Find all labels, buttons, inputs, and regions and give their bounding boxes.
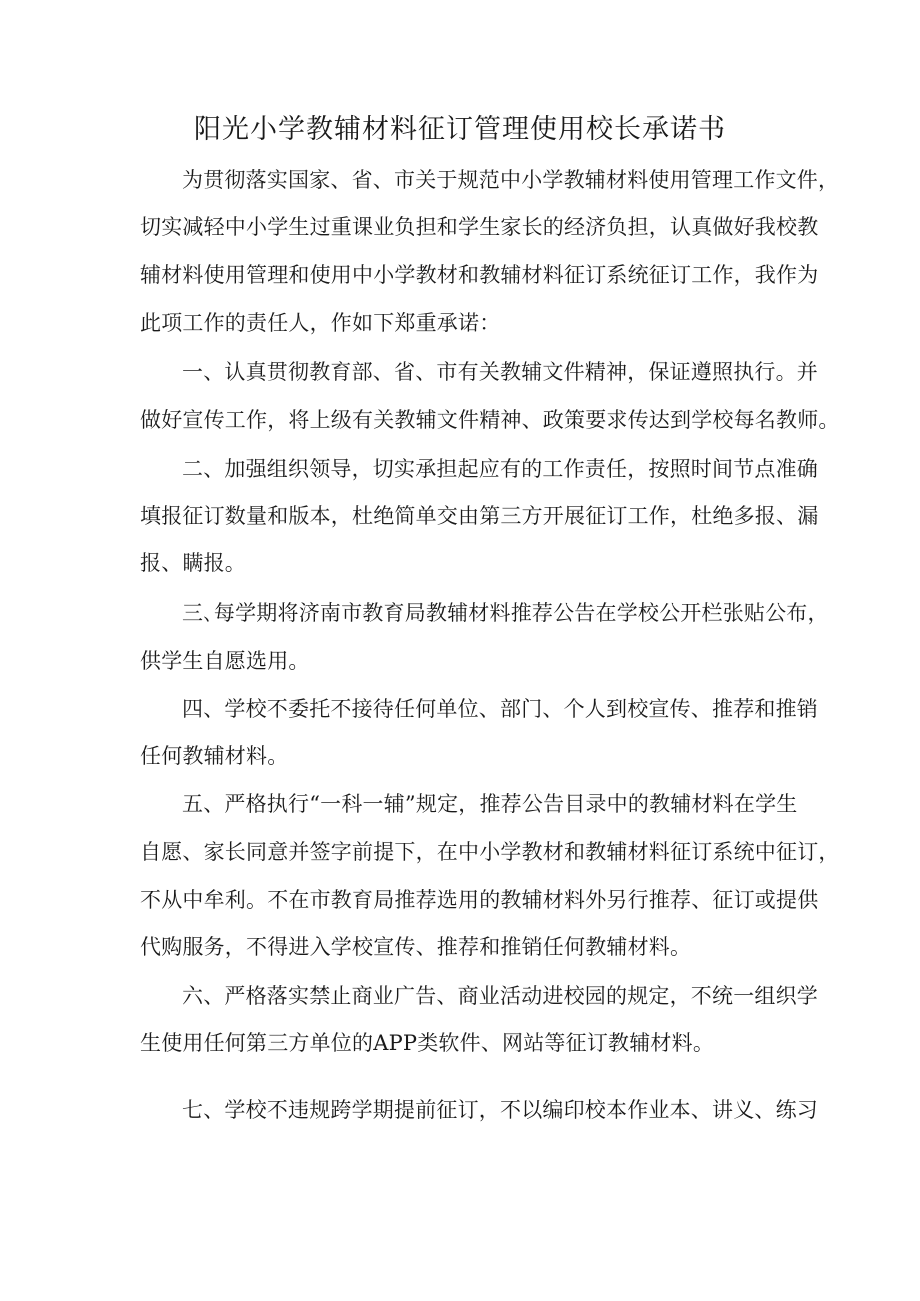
document-title: 阳光小学教辅材料征订管理使用校长承诺书 <box>194 114 726 145</box>
body-line-3: 辅材料使用管理和使用中小学教材和教辅材料征订系统征订工作，我作为 <box>140 263 819 287</box>
body-line-12: 四、学校不委托不接待任何单位、部门、个人到校宣传、推荐和推销 <box>182 697 818 721</box>
body-line-8: 填报征订数量和版本，杜绝简单交由第三方开展征订工作，杜绝多报、漏 <box>140 504 819 528</box>
body-line-14: 五、严格执行“一科一辅”规定，推荐公告目录中的教辅材料在学生 <box>182 792 798 816</box>
body-line-5: 一、认真贯彻教育部、省、市有关教辅文件精神，保证遵照执行。并 <box>182 360 818 384</box>
body-line-2: 切实减轻中小学生过重课业负担和学生家长的经济负担，认真做好我校教 <box>140 215 819 239</box>
body-line-18: 六、严格落实禁止商业广告、商业活动进校园的规定，不统一组织学 <box>182 984 818 1008</box>
body-line-15: 自愿、家长同意并签字前提下，在中小学教材和教辅材料征订系统中征订， <box>140 840 840 864</box>
body-line-6: 做好宣传工作，将上级有关教辅文件精神、政策要求传达到学校每名教师。 <box>140 408 840 432</box>
body-line-11: 供学生自愿选用。 <box>140 649 310 673</box>
body-line-10: 三､每学期将济南市教育局教辅材料推荐公告在学校公开栏张贴公布， <box>182 601 829 625</box>
body-line-4: 此项工作的责任人，作如下郑重承诺： <box>140 311 501 335</box>
body-line-13: 任何教辅材料。 <box>140 744 289 768</box>
body-line-20: 七、学校不违规跨学期提前征订，不以编印校本作业本、讲义、练习 <box>182 1098 818 1122</box>
body-line-7: 二、加强组织领导，切实承担起应有的工作责任，按照时间节点准确 <box>182 457 818 481</box>
body-line-19: 生使用任何第三方单位的APP类软件、网站等征订教辅材料。 <box>140 1031 715 1055</box>
body-line-16: 不从中牟利。不在市教育局推荐选用的教辅材料外另行推荐、征订或提供 <box>140 888 819 912</box>
body-line-17: 代购服务，不得进入学校宣传、推荐和推销任何教辅材料。 <box>140 935 692 959</box>
body-line-1: 为贯彻落实国家、省、市关于规范中小学教辅材料使用管理工作文件， <box>182 168 840 192</box>
body-line-9: 报、瞒报。 <box>140 551 246 575</box>
